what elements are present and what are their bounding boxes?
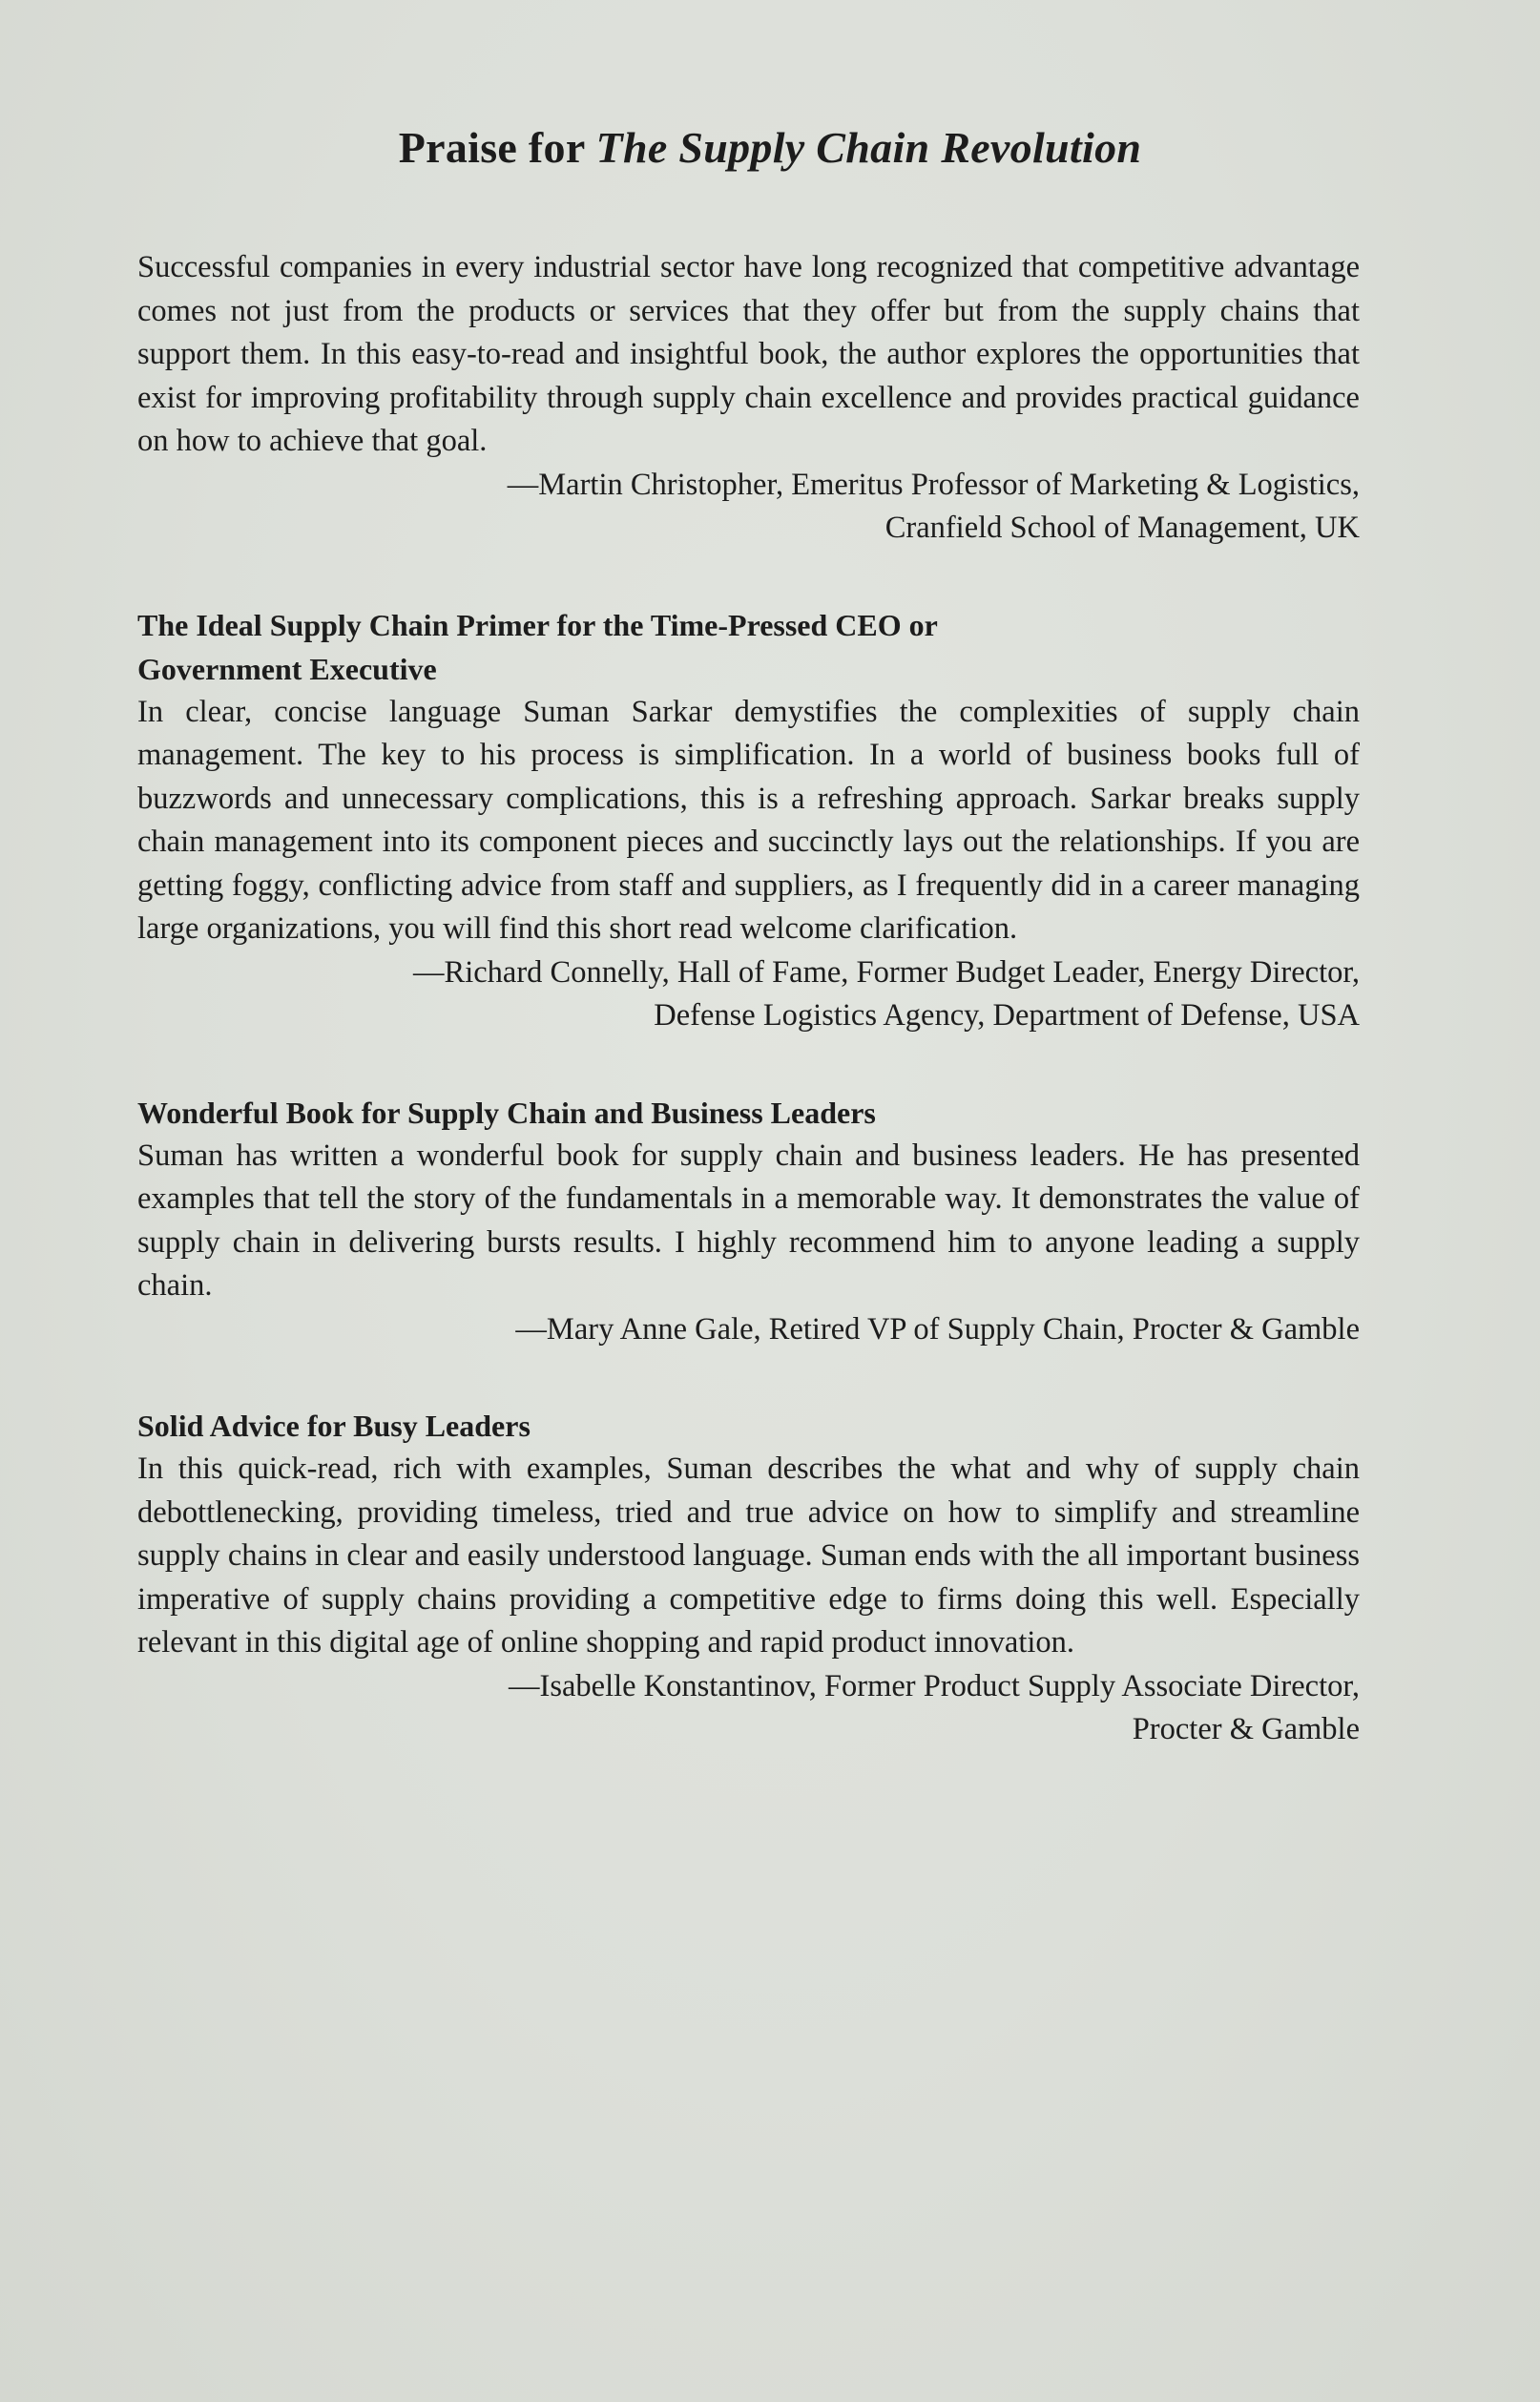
attribution-line: Procter & Gamble [1132, 1712, 1360, 1746]
endorsement-attribution [137, 951, 1360, 1038]
endorsement-heading: Solid Advice for Busy Leaders [137, 1409, 531, 1443]
endorsement-body: Suman has written a wonderful book for supply chain and business leaders. He has presented examples that tell the story of the fundamentals in a memorable way. It demonstrates the value of supply chain in delivering bursts results. I highly recommend him to anyone leading a supply chain. [137, 1138, 1360, 1303]
attribution-line: Defense Logistics Agency, Department of Defense, USA [654, 998, 1360, 1033]
attribution-line: —Isabelle Konstantinov, Former Product Supply Associate Director, [509, 1668, 1360, 1703]
attribution-line: Cranfield School of Management, UK [884, 511, 1360, 545]
endorsement-heading: Wonderful Book for Supply Chain and Business Leaders [137, 1095, 876, 1130]
endorsement-body: In clear, concise language Suman Sarkar demystifies the complexities of supply chain management. The key to his process is simplification. In a world of business books full of buzzwords and unnecessary complications, this is a refreshing approach. Sarkar breaks supply chain management into its component pieces and succinctly lays out the relationships. If you are getting foggy, conflicting advice from staff and suppliers, as I frequently did in a career managing large organizations, you will find this short read welcome clarification. [137, 694, 1360, 946]
endorsement-konstantinov [137, 1404, 1360, 1752]
endorsement-attribution [137, 1665, 1360, 1752]
endorsement-connelly [137, 603, 1360, 1038]
page-title-book: The Supply Chain Revolution [595, 123, 1142, 172]
endorsement-christopher [137, 246, 1360, 551]
attribution-line: —Martin Christopher, Emeritus Professor of Marketing & Logistics, [507, 467, 1360, 502]
endorsement-gale [137, 1091, 1360, 1352]
endorsement-body: Successful companies in every industrial sector have long recognized that competitive advantage comes not just from the products or services that they offer but from the supply chains that support them. In this easy-to-read and insightful book, the author explores the opportunities that exist for improving profitability through supply chain excellence and provides practical guidance on how to achieve that goal. [137, 250, 1360, 458]
attribution-line: —Richard Connelly, Hall of Fame, Former Budget Leader, Energy Director, [413, 954, 1360, 990]
page-title-prefix: Praise for [398, 123, 596, 172]
page-title [0, 122, 1540, 173]
endorsement-attribution [137, 1308, 1360, 1352]
heading-line: The Ideal Supply Chain Primer for the Time-Pressed CEO or [137, 607, 938, 642]
endorsement-attribution [137, 464, 1360, 551]
endorsement-body: In this quick-read, rich with examples, Suman describes the what and why of supply chain debottlenecking, providing timeless, tried and true advice on how to simplify and streamline supply chains in clear and easily understood language. Suman ends with the all important business imperative of supply chains providing a competitive edge to firms doing this well. Especially relevant in this digital age of online shopping and rapid product innovation. [137, 1452, 1360, 1660]
endorsements-list [137, 246, 1360, 1752]
attribution-line: —Mary Anne Gale, Retired VP of Supply Chain, Procter & Gamble [515, 1311, 1360, 1347]
endorsement-heading [137, 603, 1360, 691]
heading-line: Government Executive [137, 651, 437, 686]
